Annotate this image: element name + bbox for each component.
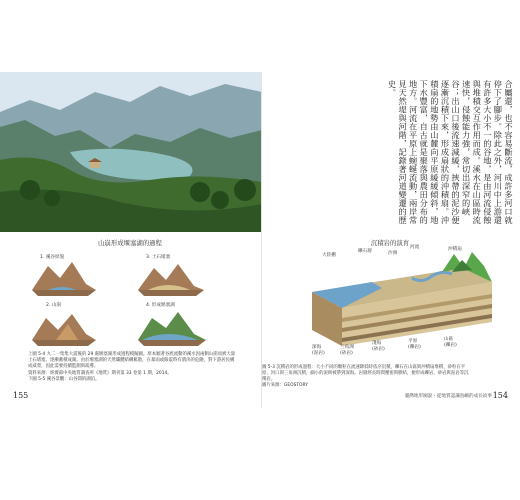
label-alluvial-fan: 沖積扇 xyxy=(448,247,462,252)
left-caption xyxy=(28,352,238,383)
label-river: 河流 xyxy=(410,245,420,250)
label-sub-conglomerate-1: (礫岩) xyxy=(408,345,421,350)
landslide-diagram xyxy=(28,248,228,352)
label-sub-conglomerate-2: (礫岩) xyxy=(444,343,457,348)
landscape-photo xyxy=(0,72,262,232)
step-2-illustration xyxy=(32,314,96,346)
step-label-4: 4. 形成堰塞湖 xyxy=(146,303,175,308)
label-shallow-sea: 淺海 xyxy=(372,341,382,346)
label-gravel-layer: 礫石層 xyxy=(358,249,372,254)
right-caption xyxy=(262,365,472,389)
label-sub-sandstone-2: (砂岩) xyxy=(372,347,385,352)
step-label-1: 1. 溪谷原貌 xyxy=(40,255,65,260)
step-label-3: 3. 土石堵塞 xyxy=(146,255,171,260)
left-page xyxy=(0,72,262,408)
label-mountain-area: 山區 xyxy=(444,337,454,342)
page-number-right: 154 xyxy=(492,391,508,400)
label-sub-sandstone-1: (砂岩) xyxy=(340,351,353,356)
caption-note: 資料來源：經濟部中央地質調查所《地質》期刊第 33 卷第 1 期，2014。 xyxy=(28,371,172,376)
caption-credit: 圖片來源：GEOSTORY xyxy=(262,383,308,388)
figure-title-landslide: 山崩形成堰塞湖的過程 xyxy=(98,239,162,247)
label-sub-mudstone: (泥岩) xyxy=(312,351,325,356)
label-sandbar: 沙洲 xyxy=(388,251,398,256)
vertical-body-text: 合屬還，也不容易斷流，成許多河口就停下了腳步。除此之外，河川中上游還有許多大小不一的谷地，是由河流侵蝕與堆積交互作用而成。溪水在山區時流速快，侵蝕能力強，常切出深窄的峽谷；出山口後流速減緩，挾帶的泥沙便逐漸沉積下來，形成扇狀的沖積扇。沖積扇的地勢由山麓向平原緩緩傾斜，地下水豐富，自古就是聚落與農田分布的地方。河流在平原上蜿蜒流動，兩岸常見天然堤與河階，記錄著河道變遷的歷史。 xyxy=(387,80,514,225)
photo-caption: 下圖 5-5 溪谷景觀：山谷間的湖泊。 xyxy=(28,377,100,382)
figure-title-sediment: 沉積岩的演育 xyxy=(370,239,410,247)
step-1-illustration xyxy=(32,262,96,296)
right-page xyxy=(262,72,520,408)
caption-main-right: 圖 5-3 沉積岩的形成過程：大小不同的顆粒在流速降低時依序沉積，礫石在山區與沖積扇堆積，砂粒在平原、河口與三角洲沉積，細小的泥則被帶到深海。岩層經長時間壓密與膠結，便形成礫岩、砂岩與泥岩等沉積岩。 xyxy=(262,365,469,382)
caption-main: 上圖 5-4 九二一集集大震後的 29 處堰塞湖形成過程模擬圖。原本順著谷底流動的溪水因兩側山崩而被大量土石堵塞，逐漸蓄積成湖。由於堰塞湖的天然壩體結構鬆散，在暴雨或餘震時有潰決的危險，對下游居民構成威脅，因此需要持續監測與疏導。 xyxy=(28,352,236,369)
step-3-illustration xyxy=(138,264,204,296)
step-4-illustration xyxy=(138,312,206,346)
running-head: 臺灣地形圖說・從地質認識島嶼的成長故事 xyxy=(404,394,492,399)
page-number-left: 155 xyxy=(13,391,29,400)
step-label-2: 2. 山崩 xyxy=(46,303,62,308)
sediment-diagram xyxy=(302,248,502,360)
label-delta: 三角洲 xyxy=(340,345,354,350)
label-continental-shelf: 大陸棚 xyxy=(322,253,336,258)
label-deep-sea: 深海 xyxy=(312,345,322,350)
label-plain: 平原 xyxy=(408,339,418,344)
